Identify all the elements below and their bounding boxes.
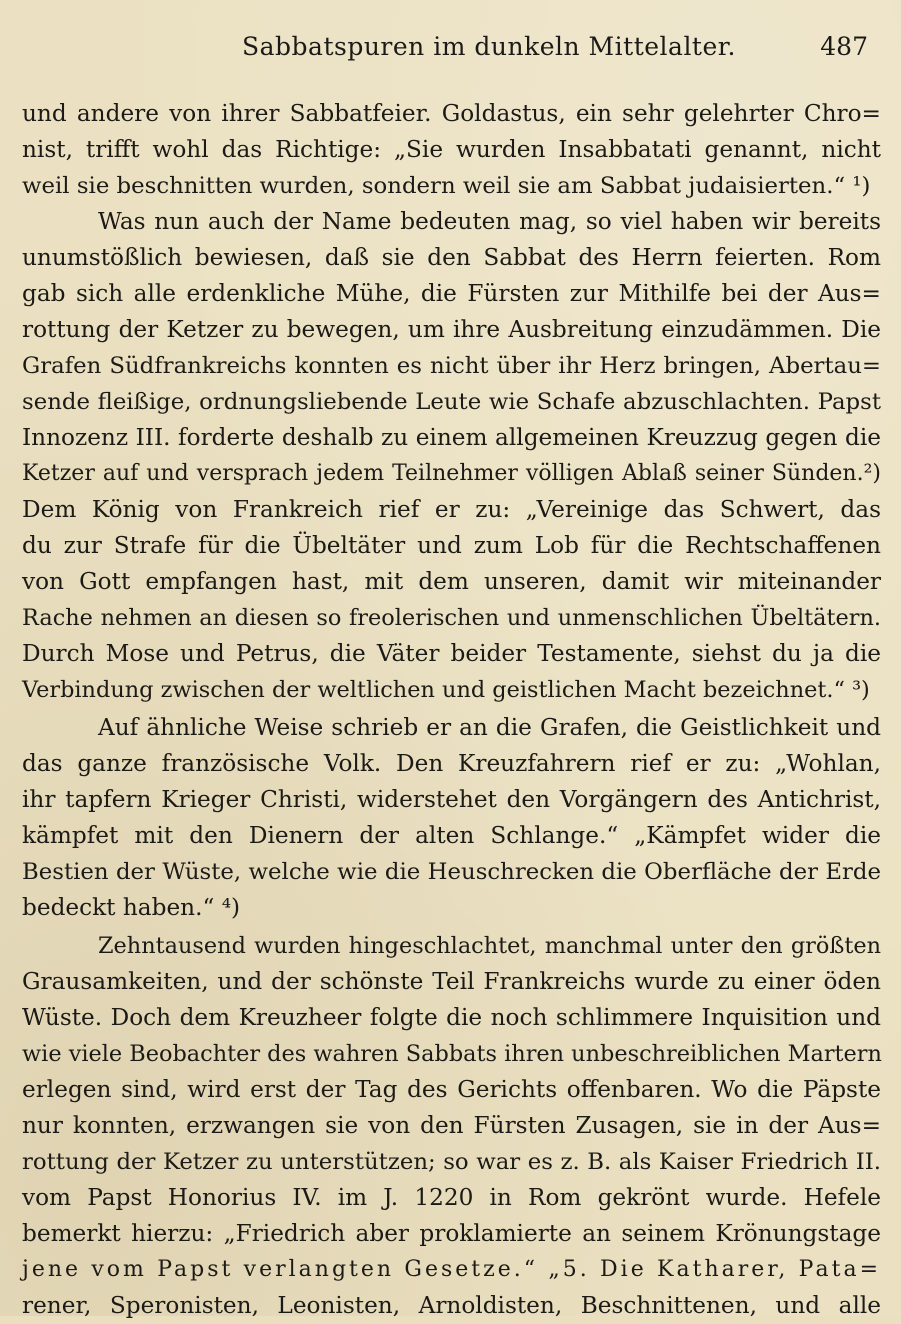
paragraph-start-line: Auf ähnliche Weise schrieb er an die Grafen, die Geistlichkeit und — [98, 714, 881, 741]
text-line: ihr tapfern Krieger Christi, widerstehet den Vorgängern des Antichrist, — [22, 786, 881, 813]
text-line: kämpfet mit den Dienern der alten Schlange.“ „Kämpfet wider die — [22, 822, 881, 849]
running-title: Sabbatspuren im dunkeln Mittelalter. — [242, 32, 736, 61]
text-line: erlegen sind, wird erst der Tag des Gerichts offenbaren. Wo die Päpste — [22, 1076, 881, 1103]
paragraph-start-line: Was nun auch der Name bedeuten mag, so viel haben wir bereits — [98, 208, 881, 235]
text-line: nist, trifft wohl das Richtige: „Sie wurden Insabbatati genannt, nicht — [22, 136, 881, 163]
text-line: und andere von ihrer Sabbatfeier. Goldastus, ein sehr gelehrter Chro= — [22, 100, 881, 127]
text-line: Ketzer auf und versprach jedem Teilnehmer völligen Ablaß seiner Sünden.²) — [22, 461, 881, 486]
text-line: Dem König von Frankreich rief er zu: „Vereinige das Schwert, das — [22, 496, 881, 523]
text-line: rener, Speronisten, Leonisten, Arnoldisten, Beschnittenen, und alle — [22, 1292, 881, 1319]
text-line: unumstößlich bewiesen, daß sie den Sabbat des Herrn feierten. Rom — [22, 244, 881, 271]
text-line: jene vom Papst verlangten Gesetze.“ „5. Die Katharer, Pata= — [22, 1257, 881, 1282]
text-line: Grausamkeiten, und der schönste Teil Frankreichs wurde zu einer öden — [22, 968, 881, 995]
text-line: bemerkt hierzu: „Friedrich aber proklamierte an seinem Krönungstage — [22, 1220, 881, 1247]
paragraph-start-line: Zehntausend wurden hingeschlachtet, manchmal unter den größten — [98, 933, 881, 959]
text-line: von Gott empfangen hast, mit dem unseren, damit wir miteinander — [22, 568, 881, 595]
text-body — [22, 96, 881, 1324]
text-line: Bestien der Wüste, welche wie die Heuschrecken die Oberfläche der Erde — [22, 859, 881, 885]
text-line: Grafen Südfrankreichs konnten es nicht über ihr Herz bringen, Abertau= — [22, 353, 881, 379]
text-line: Wüste. Doch dem Kreuzheer folgte die noch schlimmere Inquisition und — [22, 1004, 881, 1031]
text-line: das ganze französische Volk. Den Kreuzfahrern rief er zu: „Wohlan, — [22, 750, 881, 777]
page-number: 487 — [820, 32, 868, 61]
text-line: sende fleißige, ordnungsliebende Leute wie Schafe abzuschlachten. Papst — [22, 389, 881, 415]
text-line: rottung der Ketzer zu unterstützen; so war es z. B. als Kaiser Friedrich II. — [22, 1149, 881, 1175]
text-line: weil sie beschnitten wurden, sondern weil sie am Sabbat judaisierten.“ ¹) — [22, 173, 871, 199]
text-line: Innozenz III. forderte deshalb zu einem allgemeinen Kreuzzug gegen die — [22, 424, 881, 451]
text-line: nur konnten, erzwangen sie von den Fürsten Zusagen, sie in der Aus= — [22, 1112, 881, 1139]
text-line: gab sich alle erdenkliche Mühe, die Fürsten zur Mithilfe bei der Aus= — [22, 280, 881, 307]
text-line: rottung der Ketzer zu bewegen, um ihre Ausbreitung einzudämmen. Die — [22, 316, 881, 343]
text-line: Durch Mose und Petrus, die Väter beider Testamente, siehst du ja die — [22, 640, 881, 667]
text-line: du zur Strafe für die Übeltäter und zum Lob für die Rechtschaffenen — [22, 532, 881, 559]
page-header — [22, 26, 868, 66]
text-line: wie viele Beobachter des wahren Sabbats ihren unbeschreiblichen Martern — [22, 1041, 882, 1067]
text-line: bedeckt haben.“ ⁴) — [22, 894, 241, 921]
text-line: Rache nehmen an diesen so freolerischen und unmenschlichen Übeltätern. — [22, 605, 881, 631]
text-line: Verbindung zwischen der weltlichen und geistlichen Macht bezeichnet.“ ³) — [22, 677, 870, 703]
text-line: vom Papst Honorius IV. im J. 1220 in Rom gekrönt wurde. Hefele — [22, 1184, 881, 1211]
